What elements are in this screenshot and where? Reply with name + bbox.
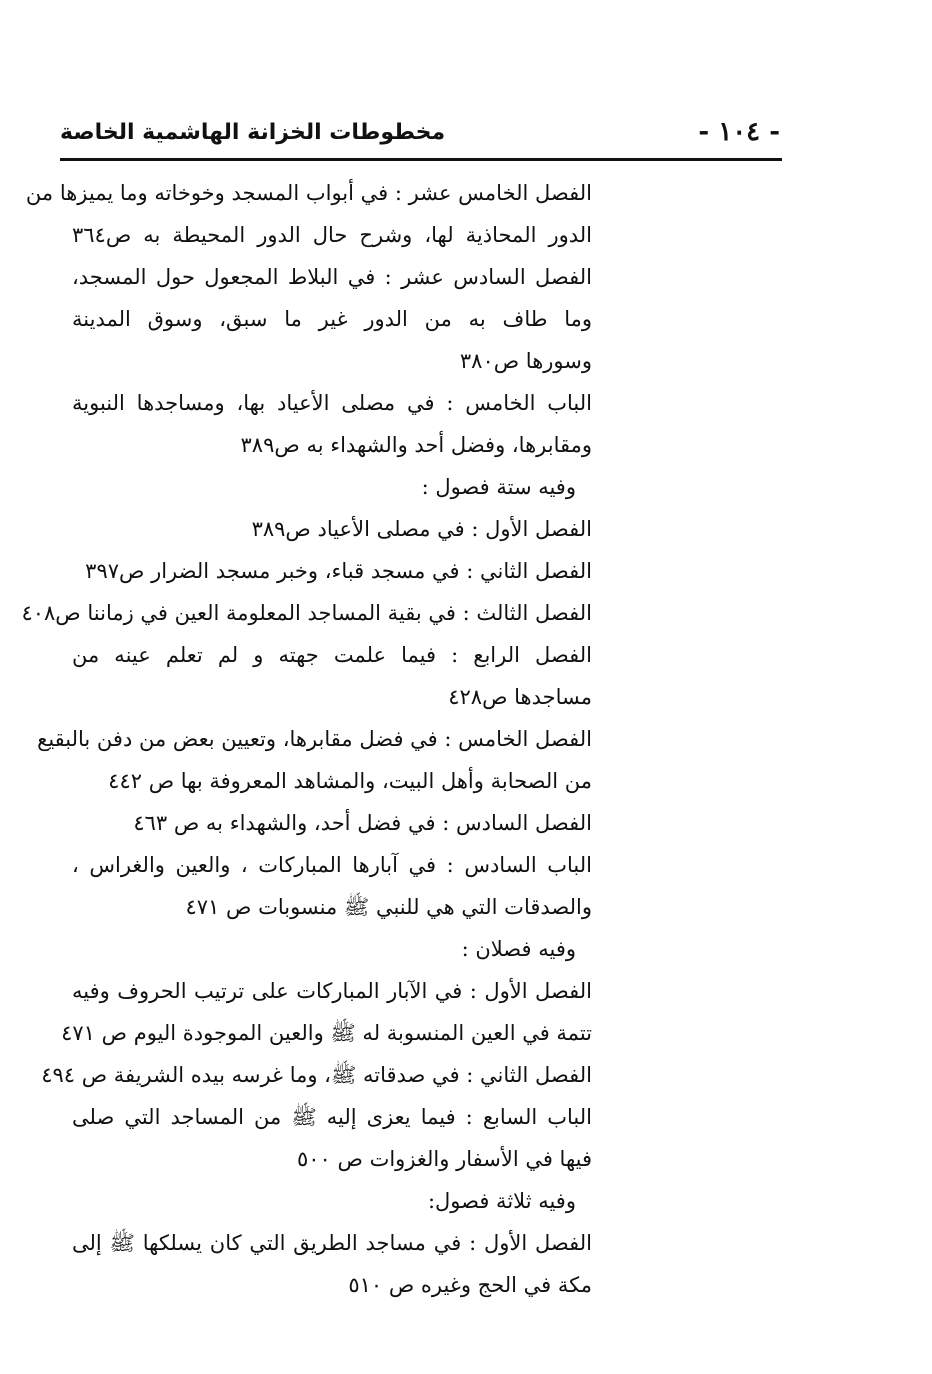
toc-line: وفيه فصلان :: [461, 937, 576, 961]
toc-line: فيها في الأسفار والغزوات ص ٥٠٠: [296, 1147, 592, 1171]
toc-line: ومقابرها، وفضل أحد والشهداء به ص٣٨٩: [240, 433, 592, 457]
toc-line: وسورها ص٣٨٠: [459, 349, 592, 373]
toc-line: مساجدها ص٤٢٨: [448, 685, 592, 709]
toc-line: الفصل الثاني : في صدقاته ﷺ، وما غرسه بيده الشريفة ص ٤٩٤: [41, 1063, 592, 1087]
toc-line: الفصل الأول : في الآبار المباركات على ترتيب الحروف وفيه: [72, 979, 592, 1003]
toc-line: الفصل الرابع : فيما علمت جهته و لم تعلم عينه من: [72, 643, 592, 667]
header-rule: [60, 158, 782, 161]
toc-line: وفيه ثلاثة فصول:: [427, 1189, 576, 1213]
toc-line: الفصل السادس : في فضل أحد، والشهداء به ص ٤٦٣: [133, 811, 592, 835]
toc-line: الفصل السادس عشر : في البلاط المجعول حول المسجد،: [72, 265, 592, 289]
toc-line: من الصحابة وأهل البيت، والمشاهد المعروفة بها ص ٤٤٢: [108, 769, 592, 793]
toc-line: الفصل الثاني : في مسجد قباء، وخبر مسجد الضرار ص٣٩٧: [85, 559, 592, 583]
toc-line: مكة في الحج وغيره ص ٥١٠: [348, 1273, 592, 1297]
table-of-contents: [21, 172, 592, 1306]
toc-line: الباب الخامس : في مصلى الأعياد بها، ومساجدها النبوية: [72, 391, 592, 415]
toc-line: الباب السادس : في آبارها المباركات ، والعين والغراس ،: [72, 853, 592, 877]
toc-line: الفصل الأول : في مساجد الطريق التي كان يسلكها ﷺ إلى: [72, 1231, 592, 1255]
toc-line: الباب السابع : فيما يعزى إليه ﷺ من المساجد التي صلى: [72, 1105, 592, 1129]
toc-line: وفيه ستة فصول :: [421, 475, 576, 499]
toc-line: الفصل الأول : في مصلى الأعياد ص٣٨٩: [251, 517, 592, 541]
running-title: مخطوطات الخزانة الهاشمية الخاصة: [60, 119, 446, 145]
toc-line: والصدقات التي هي للنبي ﷺ منسوبات ص ٤٧١: [185, 895, 592, 919]
toc-line: الفصل الخامس عشر : في أبواب المسجد وخوخاته وما يميزها من: [25, 181, 592, 205]
page-header: [60, 112, 780, 152]
toc-line: الدور المحاذية لها، وشرح حال الدور المحيطة به ص٣٦٤: [72, 223, 592, 247]
toc-line: وما طاف به من الدور غير ما سبق، وسوق المدينة: [72, 307, 592, 331]
toc-line: الفصل الخامس : في فضل مقابرها، وتعيين بعض من دفن بالبقيع: [37, 727, 592, 751]
toc-line: تتمة في العين المنسوبة له ﷺ والعين الموجودة اليوم ص ٤٧١: [61, 1021, 592, 1045]
toc-line: الفصل الثالث : في بقية المساجد المعلومة العين في زماننا ص٤٠٨: [21, 601, 592, 625]
page-number: - ١٠٤ -: [698, 117, 780, 147]
